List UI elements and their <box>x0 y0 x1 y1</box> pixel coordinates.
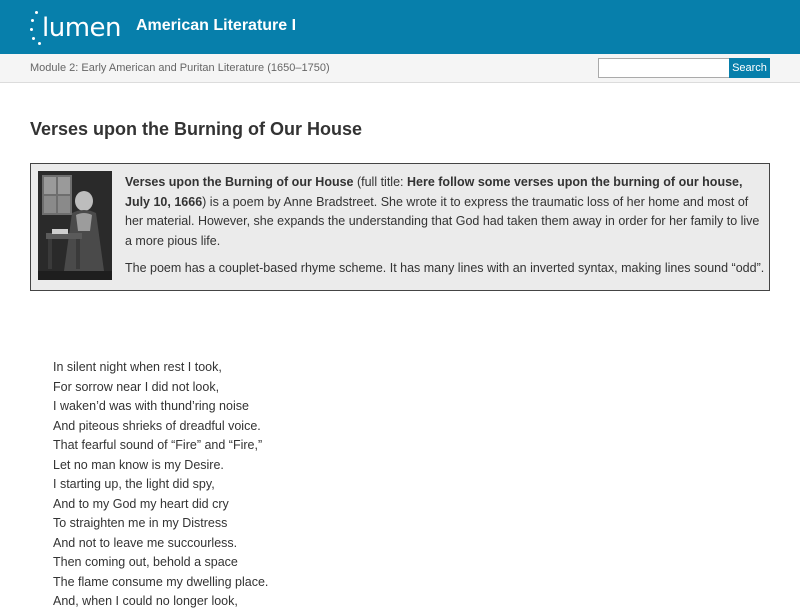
info-box-text <box>125 173 765 287</box>
poem-line: For sorrow near I did not look, <box>53 379 220 394</box>
full-title-bold: Here follow some verses upon the burning of our house, July 10, 1666 <box>125 175 743 209</box>
poem-line: That fearful sound of “Fire” and “Fire,” <box>53 438 263 452</box>
poem-line: And to my God my heart did cry <box>53 496 229 511</box>
poem-line: The flame consume my dwelling place. <box>53 574 269 589</box>
poem-line: Then coming out, behold a space <box>53 555 238 569</box>
info-box <box>30 163 770 291</box>
poem-line: Let no man know is my Desire. <box>53 457 224 472</box>
poem-line: And not to leave me succourless. <box>53 535 238 550</box>
page-title: Verses upon the Burning of Our House <box>30 119 363 139</box>
top-header-bar <box>0 0 800 54</box>
poem-line: I waken’d was with thund’ring noise <box>53 399 249 413</box>
info-text-2: ) is a poem by Anne Bradstreet. She wrote it to express the traumatic loss of her home and most of her material. However, she expands the understanding that God had taken them away in order for her family to live a more pious life. <box>125 194 760 248</box>
lumen-logo[interactable] <box>30 10 122 46</box>
logo-text: lumen <box>42 13 122 43</box>
course-title[interactable]: American Literature I <box>136 17 297 34</box>
poem-line: I starting up, the light did spy, <box>53 477 215 491</box>
search-button[interactable]: Search <box>729 58 770 78</box>
portrait-image <box>38 171 112 280</box>
poem-text <box>53 358 453 612</box>
poem-title-bold: Verses upon the Burning of our House <box>125 175 354 189</box>
poem-line: To straighten me in my Distress <box>53 516 228 530</box>
info-text-1: (full title: <box>353 175 407 189</box>
poem-line: And piteous shrieks of dreadful voice. <box>53 418 261 433</box>
search-input[interactable] <box>598 58 730 78</box>
poem-line: In silent night when rest I took, <box>53 360 222 374</box>
breadcrumb[interactable]: Module 2: Early American and Puritan Literature (1650–1750) <box>30 62 330 74</box>
info-paragraph-1 <box>125 173 765 251</box>
info-paragraph-2: The poem has a couplet-based rhyme scheme. It has many lines with an inverted syntax, making lines sound “odd”. <box>125 261 765 275</box>
poem-line: And, when I could no longer look, <box>53 594 238 608</box>
sub-header-bar <box>0 54 800 83</box>
